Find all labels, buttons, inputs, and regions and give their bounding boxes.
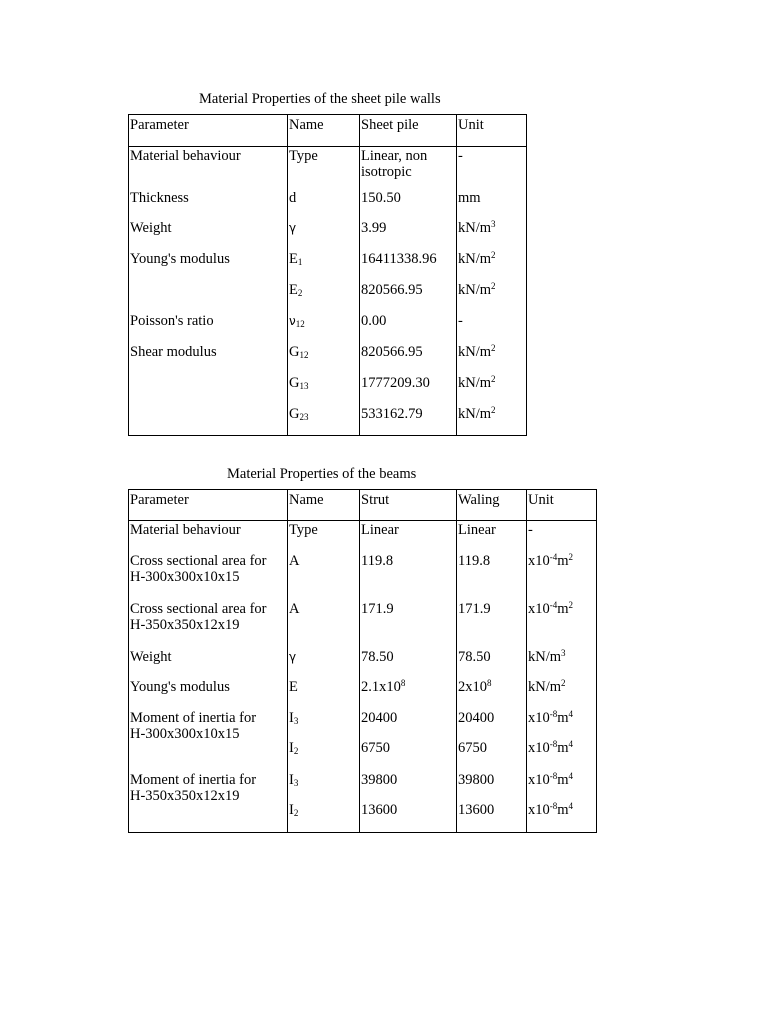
header-unit: Unit xyxy=(528,492,554,508)
row-parameter: Cross sectional area for xyxy=(130,601,267,617)
header-strut: Strut xyxy=(361,492,390,508)
row-unit xyxy=(528,802,573,819)
symbol-subscript: 3 xyxy=(293,778,299,788)
unit-exponent: -8 xyxy=(549,801,558,811)
unit-text: kN/m xyxy=(458,282,492,298)
unit-text: x10 xyxy=(528,710,550,726)
row-name xyxy=(289,802,298,819)
row-unit xyxy=(458,251,496,268)
row-name xyxy=(289,710,298,727)
row-waling xyxy=(458,679,492,696)
unit-exponent: -8 xyxy=(549,771,558,781)
unit-exponent: 2 xyxy=(491,405,496,415)
unit-exponent: 2 xyxy=(568,600,574,610)
unit-text: m xyxy=(557,802,569,818)
row-value: 1777209.30 xyxy=(361,375,430,391)
row-parameter: Young's modulus xyxy=(130,679,230,695)
row-unit xyxy=(528,740,573,757)
value-exponent: 8 xyxy=(487,678,492,688)
symbol-subscript: 3 xyxy=(293,716,299,726)
row-parameter: Shear modulus xyxy=(130,344,217,360)
row-waling: Linear xyxy=(458,522,496,538)
row-name xyxy=(289,251,302,268)
symbol: E xyxy=(289,282,298,298)
row-parameter: Moment of inertia for xyxy=(130,710,257,726)
row-value: 16411338.96 xyxy=(361,251,437,267)
row-unit: - xyxy=(528,522,533,538)
row-strut: 39800 xyxy=(361,772,398,788)
symbol: I xyxy=(289,772,294,788)
header-unit: Unit xyxy=(458,117,484,133)
row-unit: - xyxy=(458,313,463,329)
row-parameter: Material behaviour xyxy=(130,522,241,538)
column-divider xyxy=(456,490,457,832)
unit-exponent: 2 xyxy=(491,250,496,260)
row-unit xyxy=(458,375,496,392)
unit-text: kN/m xyxy=(458,406,492,422)
unit-text: x10 xyxy=(528,740,550,756)
symbol: G xyxy=(289,344,300,360)
row-strut: 78.50 xyxy=(361,649,394,665)
symbol-subscript: 2 xyxy=(293,746,299,756)
row-waling: 13600 xyxy=(458,802,495,818)
row-name: Type xyxy=(289,148,318,164)
row-parameter-line2: H-300x300x10x15 xyxy=(130,569,240,585)
header-name: Name xyxy=(289,117,324,133)
symbol: E xyxy=(289,251,298,267)
unit-exponent: 2 xyxy=(568,552,574,562)
row-parameter: Young's modulus xyxy=(130,251,230,267)
row-parameter: Thickness xyxy=(130,190,189,206)
unit-text: m xyxy=(557,772,569,788)
symbol-subscript: 12 xyxy=(299,350,309,360)
row-value: Linear, non xyxy=(361,148,428,164)
unit-exponent: -4 xyxy=(549,600,558,610)
row-parameter-line2: H-350x350x12x19 xyxy=(130,788,240,804)
row-name: γ xyxy=(289,221,297,235)
row-unit xyxy=(458,344,496,361)
row-parameter: Material behaviour xyxy=(130,148,241,164)
unit-text: kN/m xyxy=(458,251,492,267)
unit-text: kN/m xyxy=(458,220,492,236)
column-divider xyxy=(287,115,288,435)
unit-exponent: 4 xyxy=(568,771,574,781)
value-text: 2x10 xyxy=(458,679,487,695)
unit-text: kN/m xyxy=(528,679,562,695)
column-divider xyxy=(456,115,457,435)
symbol-subscript: 1 xyxy=(297,257,303,267)
unit-exponent: 2 xyxy=(491,281,496,291)
header-name: Name xyxy=(289,492,324,508)
row-value: 820566.95 xyxy=(361,344,423,360)
row-strut: 6750 xyxy=(361,740,390,756)
column-divider xyxy=(359,115,360,435)
row-name: Type xyxy=(289,522,318,538)
row-unit xyxy=(528,649,566,666)
symbol: I xyxy=(289,740,294,756)
row-name xyxy=(289,313,305,330)
symbol: G xyxy=(289,406,300,422)
header-parameter: Parameter xyxy=(130,492,189,508)
row-value-line2: isotropic xyxy=(361,164,412,180)
symbol-subscript: 2 xyxy=(293,808,299,818)
row-strut xyxy=(361,679,405,696)
row-waling: 6750 xyxy=(458,740,487,756)
row-unit: - xyxy=(458,148,463,164)
row-parameter: Weight xyxy=(130,220,172,236)
unit-exponent: 3 xyxy=(491,219,496,229)
unit-exponent: 4 xyxy=(568,801,574,811)
header-sheet-pile: Sheet pile xyxy=(361,117,419,133)
row-value: 0.00 xyxy=(361,313,387,329)
column-divider xyxy=(526,490,527,832)
row-strut: 119.8 xyxy=(361,553,394,569)
unit-text: kN/m xyxy=(458,344,492,360)
row-strut: 13600 xyxy=(361,802,398,818)
symbol: G xyxy=(289,375,300,391)
row-value: 150.50 xyxy=(361,190,401,206)
row-strut: Linear xyxy=(361,522,399,538)
row-parameter: Moment of inertia for xyxy=(130,772,257,788)
row-name xyxy=(289,772,298,789)
beam-properties-table xyxy=(128,489,597,833)
row-unit: mm xyxy=(458,190,481,206)
row-unit xyxy=(528,679,566,696)
unit-exponent: -8 xyxy=(549,739,558,749)
row-parameter-line2: H-300x300x10x15 xyxy=(130,726,240,742)
table2-caption: Material Properties of the beams xyxy=(227,466,417,482)
row-name xyxy=(289,740,298,757)
row-unit xyxy=(458,282,496,299)
row-value: 3.99 xyxy=(361,220,387,236)
header-parameter: Parameter xyxy=(130,117,189,133)
row-parameter-line2: H-350x350x12x19 xyxy=(130,617,240,633)
row-unit xyxy=(528,772,573,789)
symbol-subscript: 12 xyxy=(295,319,305,329)
unit-text: m xyxy=(557,601,569,617)
row-unit xyxy=(528,710,573,727)
symbol-subscript: 13 xyxy=(299,381,309,391)
row-waling: 78.50 xyxy=(458,649,491,665)
row-strut: 171.9 xyxy=(361,601,394,617)
header-waling: Waling xyxy=(458,492,500,508)
row-strut: 20400 xyxy=(361,710,398,726)
row-unit xyxy=(528,601,573,618)
unit-exponent: -8 xyxy=(549,709,558,719)
row-parameter: Cross sectional area for xyxy=(130,553,267,569)
symbol-subscript: 23 xyxy=(299,412,309,422)
row-value: 820566.95 xyxy=(361,282,423,298)
row-name xyxy=(289,344,308,361)
row-waling: 39800 xyxy=(458,772,495,788)
row-waling: 171.9 xyxy=(458,601,491,617)
row-name xyxy=(289,375,308,392)
unit-text: x10 xyxy=(528,553,550,569)
unit-text: kN/m xyxy=(528,649,562,665)
symbol: I xyxy=(289,802,294,818)
row-name: d xyxy=(289,190,297,206)
sheet-pile-properties-table xyxy=(128,114,527,436)
unit-text: m xyxy=(557,740,569,756)
unit-exponent: -4 xyxy=(549,552,558,562)
row-parameter: Poisson's ratio xyxy=(130,313,214,329)
unit-text: x10 xyxy=(528,601,550,617)
row-value: 533162.79 xyxy=(361,406,423,422)
header-divider xyxy=(129,520,596,521)
unit-text: x10 xyxy=(528,772,550,788)
unit-exponent: 2 xyxy=(491,343,496,353)
symbol: I xyxy=(289,710,294,726)
row-name: A xyxy=(289,553,300,569)
unit-text: m xyxy=(557,710,569,726)
unit-text: kN/m xyxy=(458,375,492,391)
unit-exponent: 4 xyxy=(568,709,574,719)
row-name: A xyxy=(289,601,300,617)
row-unit xyxy=(458,220,496,237)
row-name xyxy=(289,282,302,299)
symbol: ν xyxy=(289,314,296,328)
row-parameter: Weight xyxy=(130,649,172,665)
table1-caption: Material Properties of the sheet pile walls xyxy=(199,91,441,107)
unit-exponent: 4 xyxy=(568,739,574,749)
value-text: 2.1x10 xyxy=(361,679,401,695)
column-divider xyxy=(287,490,288,832)
unit-text: m xyxy=(557,553,569,569)
unit-exponent: 3 xyxy=(561,648,566,658)
symbol-subscript: 2 xyxy=(297,288,303,298)
row-unit xyxy=(528,553,573,570)
header-divider xyxy=(129,146,526,147)
unit-text: x10 xyxy=(528,802,550,818)
row-name: γ xyxy=(289,650,297,664)
row-waling: 20400 xyxy=(458,710,495,726)
row-name xyxy=(289,406,308,423)
column-divider xyxy=(359,490,360,832)
value-exponent: 8 xyxy=(400,678,406,688)
unit-exponent: 2 xyxy=(561,678,566,688)
row-name: E xyxy=(289,679,298,695)
unit-exponent: 2 xyxy=(491,374,496,384)
row-unit xyxy=(458,406,496,423)
row-waling: 119.8 xyxy=(458,553,491,569)
